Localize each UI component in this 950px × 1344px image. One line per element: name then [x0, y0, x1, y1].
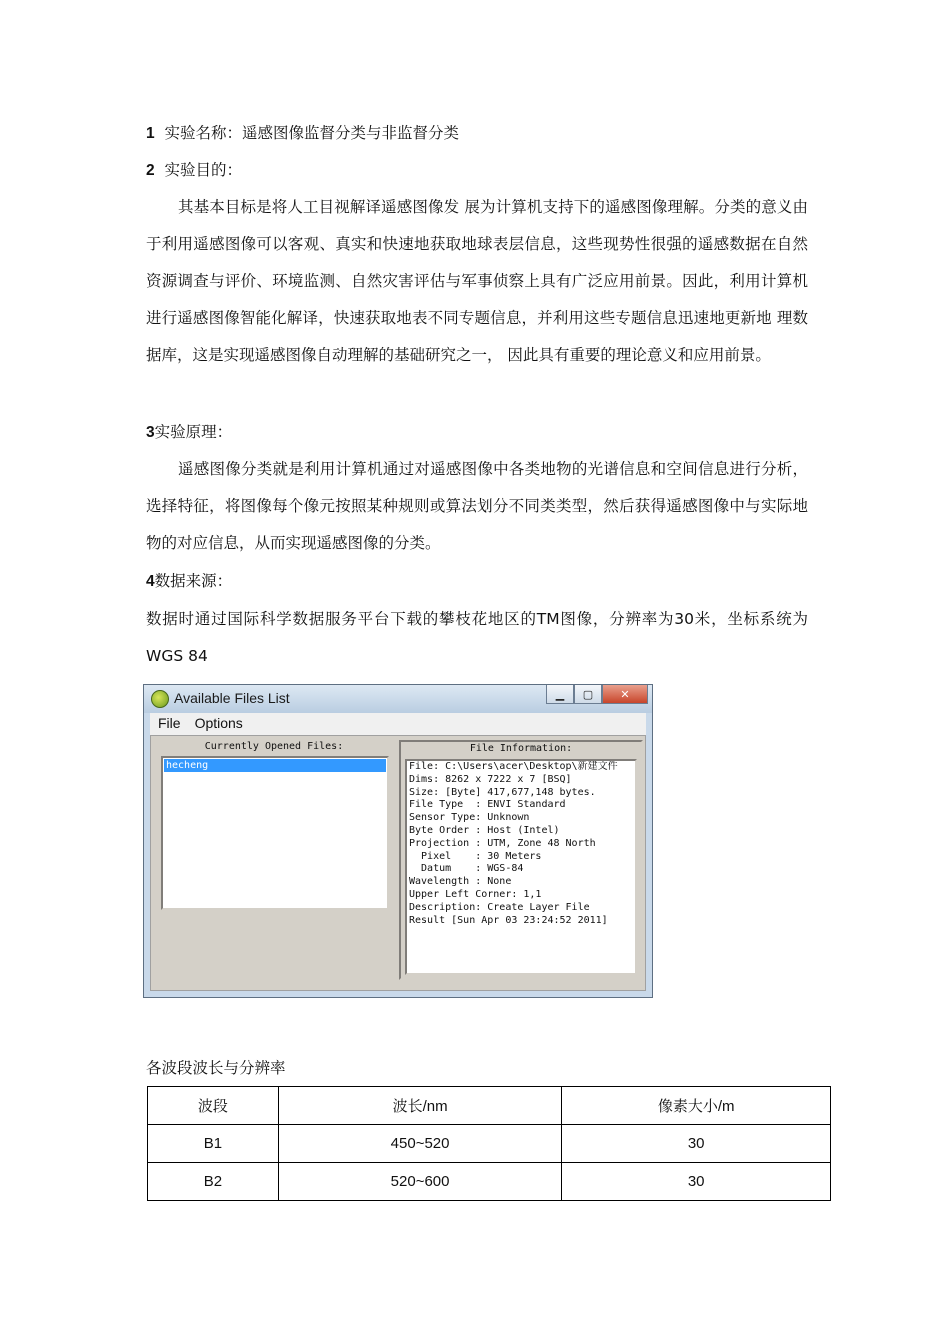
section-2-title: 实验目的：: [164, 161, 242, 179]
cell-pixel-size: 30: [562, 1163, 831, 1201]
close-button[interactable]: [602, 685, 648, 704]
table-caption: 各波段波长与分辨率: [146, 1059, 286, 1077]
section-4-title: 数据来源：: [154, 572, 233, 590]
available-files-window: [143, 684, 653, 998]
band-table: [147, 1086, 831, 1201]
minimize-icon: ▁: [555, 687, 565, 701]
cell-wavelength: 520~600: [278, 1163, 562, 1201]
window-titlebar[interactable]: [144, 685, 652, 713]
table-header-row: [148, 1087, 831, 1125]
list-item[interactable]: hecheng: [164, 759, 386, 772]
cell-wavelength: 450~520: [278, 1125, 562, 1163]
file-info-panel: [399, 740, 643, 980]
window-client-area: [150, 735, 646, 991]
opened-files-label: Currently Opened Files:: [204, 741, 344, 752]
file-info-text: [405, 759, 637, 975]
window-title: Available Files List: [174, 690, 290, 706]
info-line-byte-order: Byte Order : Host (Intel): [409, 824, 560, 836]
section-4-heading: [146, 563, 808, 600]
info-line-projection: Projection : UTM, Zone 48 North: [409, 837, 596, 849]
info-line-file: File: C:\Users\acer\Desktop\新建文件: [409, 761, 618, 772]
info-line-datum: Datum : WGS-84: [409, 863, 524, 875]
minimize-button[interactable]: [546, 685, 574, 704]
principle-paragraph: 遥感图像分类就是利用计算机通过对遥感图像中各类地物的光谱信息和空间信息进行分析，选择特征，将图像每个像元按照某种规则或算法划分不同类类型，然后获得遥感图像中与实际地物的对应信息，从而实现遥感图像的分类。: [146, 460, 808, 552]
window-controls: [546, 685, 648, 705]
section-3-number: 3: [146, 424, 155, 441]
menu-file[interactable]: File: [158, 715, 181, 731]
header-pixel-size: 像素大小/m: [562, 1087, 831, 1125]
purpose-paragraph: 其基本目标是将人工目视解译遥感图像发 展为计算机支持下的遥感图像理解。分类的意义由于利用遥感图像可以客观、真实和快速地获取地球表层信息，这些现势性很强的遥感数据在自然资源调查与评价、环境监测、自然灾害评估与军事侦察上具有广泛应用前景。因此，利用计算机进行遥感图像智能化解译，快速获取地表不同专题信息，并利用这些专题信息迅速地更新地 理数据库，这是实现遥感图像自动理解的基础研究之一， 因此具有重要的理论意义和应用前景。: [146, 198, 808, 364]
table-row: [148, 1125, 831, 1163]
table-row: [148, 1163, 831, 1201]
section-1-heading: [146, 115, 808, 152]
cell-band: B2: [148, 1163, 279, 1201]
info-line-result: Result [Sun Apr 03 23:24:52 2011]: [409, 914, 608, 926]
cell-pixel-size: 30: [562, 1125, 831, 1163]
section-2-number: 2: [146, 162, 155, 179]
info-line-size: Size: [Byte] 417,677,148 bytes.: [409, 786, 596, 798]
info-line-file-type: File Type : ENVI Standard: [409, 799, 566, 811]
section-1-number: 1: [146, 125, 155, 142]
info-line-description: Description: Create Layer File: [409, 901, 590, 913]
opened-files-panel: [156, 740, 392, 916]
cell-band: B1: [148, 1125, 279, 1163]
file-info-label: File Information:: [469, 743, 573, 754]
opened-files-list[interactable]: [161, 756, 389, 910]
close-icon: ✕: [620, 687, 630, 701]
envi-app-icon: [151, 690, 169, 708]
section-2-heading: [146, 152, 808, 189]
window-menubar: [150, 713, 646, 735]
header-band: 波段: [148, 1087, 279, 1125]
info-line-pixel: Pixel : 30 Meters: [409, 850, 542, 862]
menu-options[interactable]: Options: [194, 715, 243, 731]
source-paragraph: 数据时通过国际科学数据服务平台下载的攀枝花地区的TM图像，分辨率为30米，坐标系统为WGS 84: [146, 610, 808, 665]
section-3-heading: [146, 414, 808, 451]
info-line-sensor-type: Sensor Type: Unknown: [409, 812, 530, 824]
info-line-wavelength: Wavelength : None: [409, 876, 512, 888]
section-1-title: 实验名称：遥感图像监督分类与非监督分类: [164, 124, 459, 142]
info-line-dims: Dims: 8262 x 7222 x 7 [BSQ]: [409, 773, 572, 785]
header-wavelength: 波长/nm: [278, 1087, 562, 1125]
section-3-title: 实验原理：: [154, 423, 233, 441]
info-line-upper-left: Upper Left Corner: 1,1: [409, 888, 542, 900]
maximize-button[interactable]: [574, 685, 602, 704]
maximize-icon: ▢: [582, 687, 594, 701]
section-4-number: 4: [146, 573, 155, 590]
